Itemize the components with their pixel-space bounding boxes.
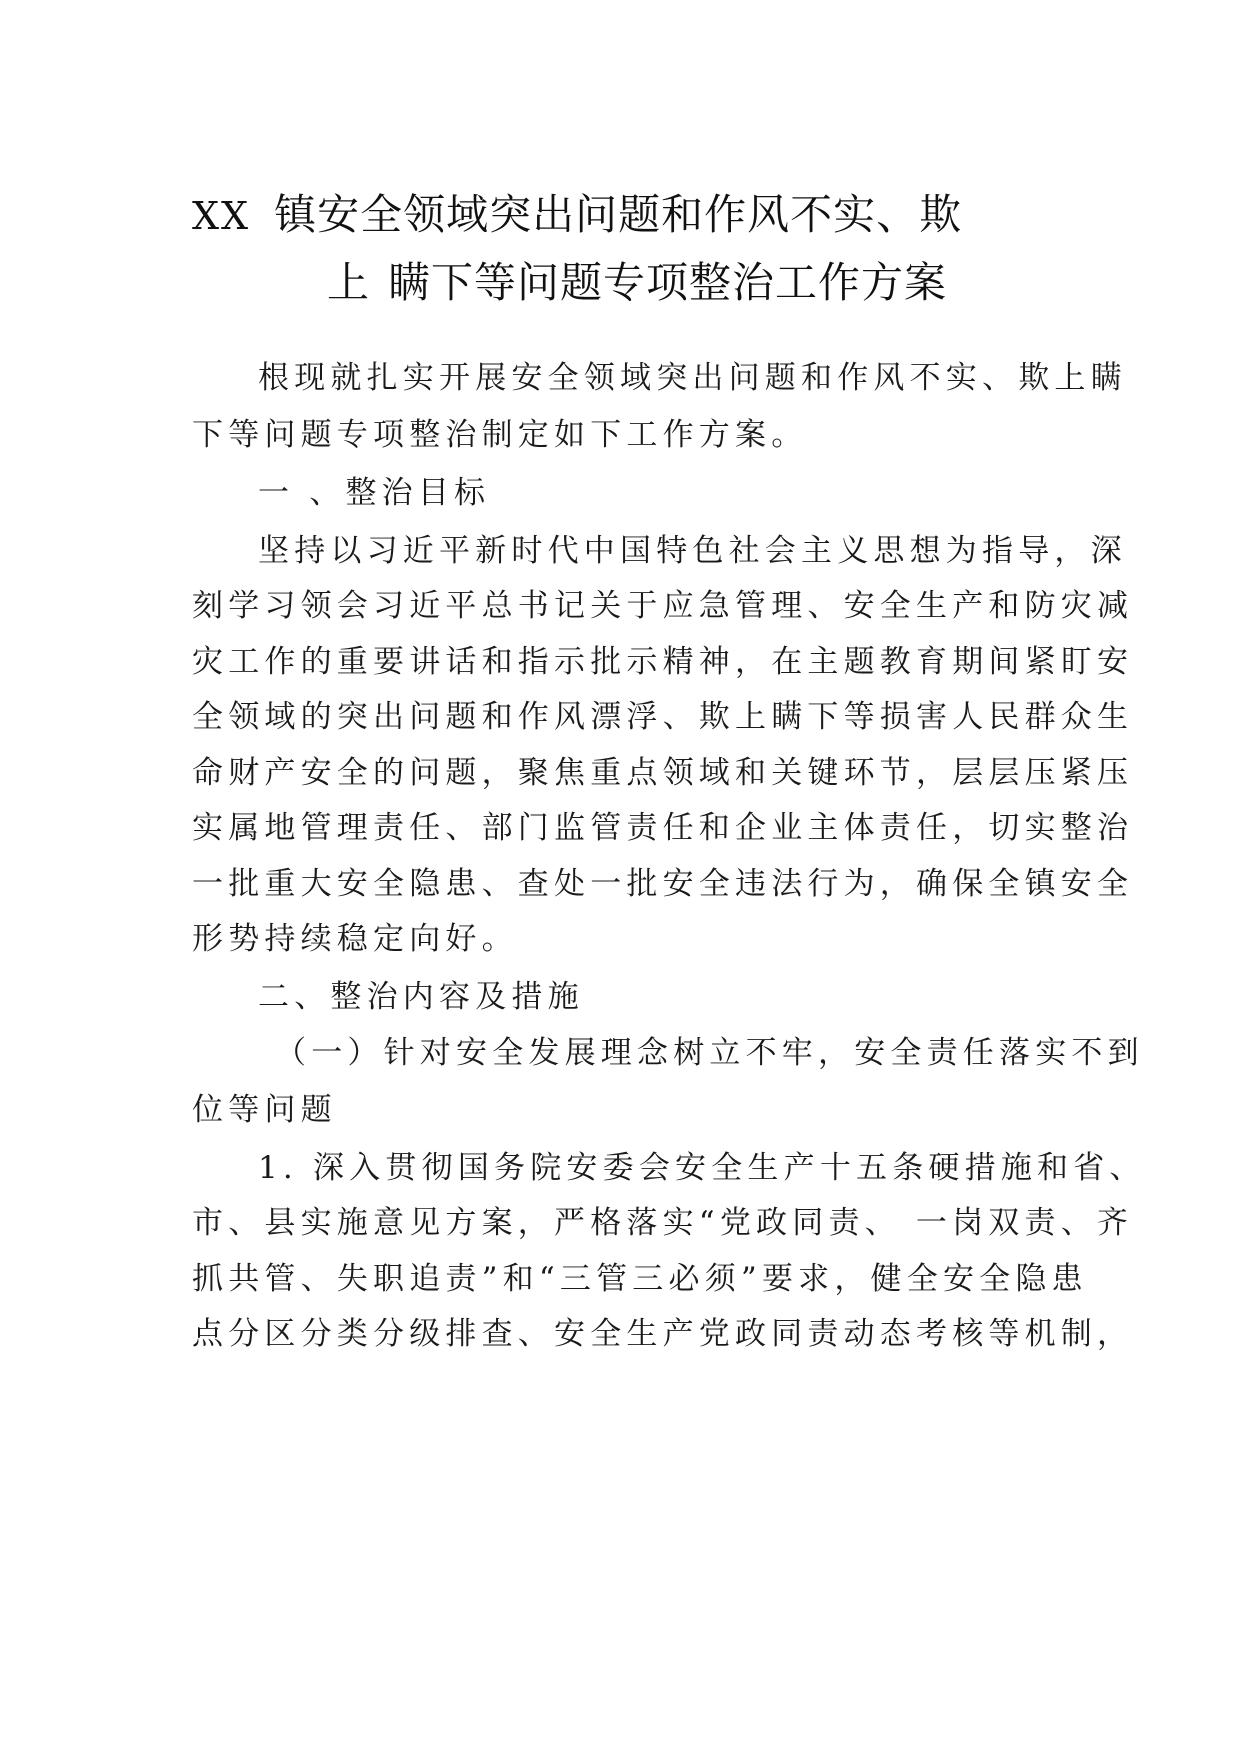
subsection-heading-line: 位等问题 <box>192 1092 337 1128</box>
goals-paragraph-line: 坚持以习近平新时代中国特色社会主义思想为指导，深 <box>258 533 1127 569</box>
goals-paragraph-line: 形势持续稳定向好。 <box>192 921 518 957</box>
intro-paragraph-line: 下等问题专项整治制定如下工作方案。 <box>192 417 808 453</box>
title-prefix: XX <box>192 194 251 238</box>
goals-paragraph-line: 命财产安全的问题，聚焦重点领域和关键环节，层层压紧压 <box>192 755 1134 791</box>
measure-1-line: 1. 深入贯彻国务院安委会安全生产十五条硬措施和省、 <box>258 1150 1146 1186</box>
measure-1-line: 点分区分类分级排查、安全生产党政同责动态考核等机制， <box>192 1316 1134 1352</box>
goals-paragraph-line: 灾工作的重要讲话和指示批示精神，在主题教育期间紧盯安 <box>192 644 1134 680</box>
title-line-1-text: 镇安全领域突出问题和作风不实、欺 <box>274 190 963 239</box>
measure-1-line: 抓共管、失职追责”和“三管三必须”要求，健全安全隐患 <box>192 1261 1088 1297</box>
title-line-2-part-b: 瞒下等问题专项整治工作方案 <box>388 258 948 307</box>
measure-1-line: 市、县实施意见方案，严格落实“党政同责、 一岗双责、齐 <box>192 1205 1134 1241</box>
intro-paragraph-line: 根现就扎实开展安全领域突出问题和作风不实、欺上瞒 <box>258 360 1127 396</box>
section-heading-measures: 二、整治内容及措施 <box>258 979 584 1015</box>
goals-paragraph-line: 一批重大安全隐患、查处一批安全违法行为，确保全镇安全 <box>192 866 1134 902</box>
subsection-heading-line: （一）针对安全发展理念树立不牢，安全责任落实不到 <box>275 1035 1144 1071</box>
title-line-2-part-a: 上 <box>327 258 371 307</box>
goals-paragraph-line: 实属地管理责任、部门监管责任和企业主体责任，切实整治 <box>192 810 1134 846</box>
goals-paragraph-line: 刻学习领会习近平总书记关于应急管理、安全生产和防灾减 <box>192 588 1134 624</box>
goals-paragraph-line: 全领域的突出问题和作风漂浮、欺上瞒下等损害人民群众生 <box>192 699 1134 735</box>
section-heading-goals: 一 、整治目标 <box>258 475 491 511</box>
